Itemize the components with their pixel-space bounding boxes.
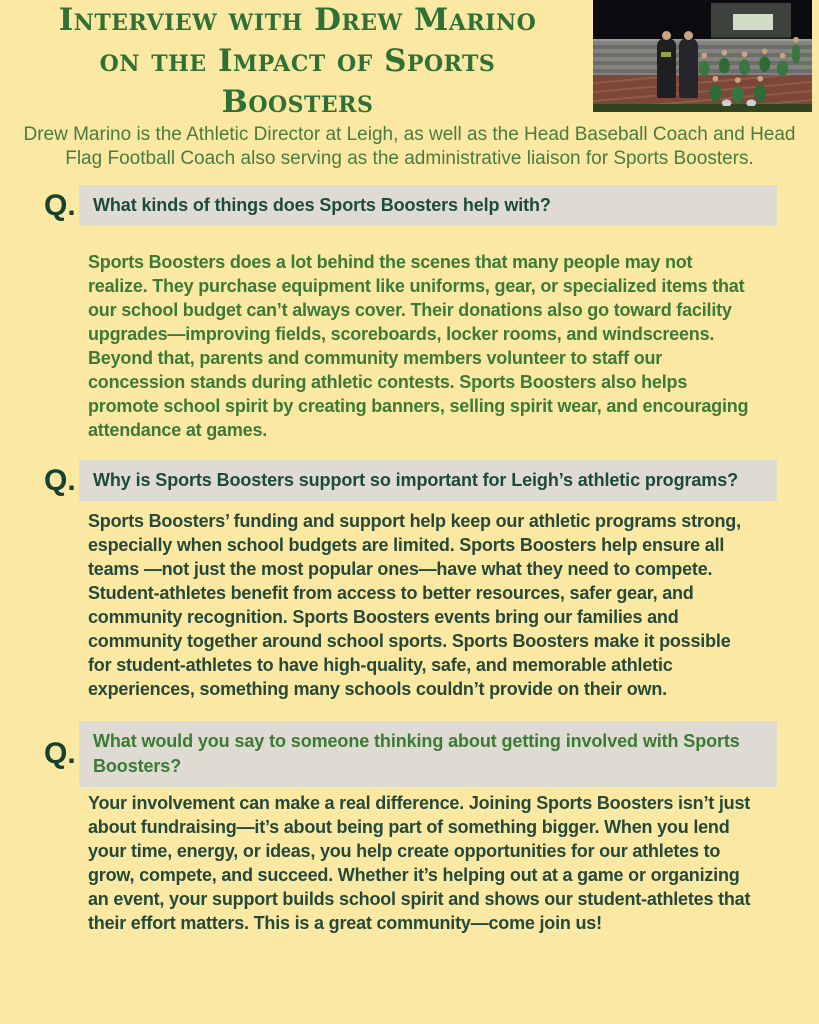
question-row	[44, 721, 777, 787]
page-title	[10, 0, 585, 123]
question-highlight-bar	[79, 460, 777, 501]
team-photo	[593, 0, 812, 112]
intro-line: Drew Marino is the Athletic Director at Leigh, as well as the Head Baseball Coach and Head	[23, 124, 796, 145]
qa-section-1	[0, 185, 819, 442]
intro-line: Flag Football Coach also serving as the administrative liaison for Sports Boosters.	[65, 148, 754, 169]
intro-text	[0, 123, 819, 171]
answer-text: Your involvement can make a real difference. Joining Sports Boosters isn’t just about fundraising—it’s about being part of something bigger. When you lend your time, energy, or ideas, you help create opportunities for our athletes to grow, compete, and succeed. Whether it’s helping out at a game or organizing an event, your support builds school spirit and shows our student-athletes that their effort matters. This is a great community—come join us!	[88, 793, 751, 933]
photo-coach-figure	[657, 38, 676, 98]
question-text: What would you say to someone thinking about getting involved with Sports Boosters?	[93, 731, 740, 776]
question-marker: Q.	[44, 188, 76, 222]
page-title-line: on the Impact of Sports	[99, 43, 496, 79]
photo-scoreboard-screen	[733, 14, 773, 30]
question-marker: Q.	[44, 463, 76, 497]
question-text: What kinds of things does Sports Boosters help with?	[93, 195, 551, 215]
question-row	[44, 185, 777, 226]
question-text: Why is Sports Boosters support so important for Leigh’s athletic programs?	[93, 470, 739, 490]
answer-text: Sports Boosters does a lot behind the scenes that many people may not realize. They purchase equipment like uniforms, gear, or specialized items that our school budget can’t always cover. Their donations also go toward facility upgrades—improving fields, scoreboards, locker rooms, and windscreens. Beyond that, parents and community members volunteer to staff our concession stands during athletic contests. Sports Boosters also helps promote school spirit by creating banners, selling spirit wear, and encouraging attendance at games.	[88, 252, 749, 440]
qa-list	[0, 185, 819, 953]
question-row	[44, 460, 777, 501]
qa-section-3	[0, 721, 819, 935]
question-highlight-bar	[79, 721, 777, 787]
qa-section-2	[0, 460, 819, 701]
question-highlight-bar	[79, 185, 777, 226]
page-title-line: Interview with Drew Marino	[58, 2, 537, 38]
photo-team-group	[693, 34, 805, 106]
answer-text: Sports Boosters’ funding and support help keep our athletic programs strong, especially when school budgets are limited. Sports Boosters help ensure all teams —not just the most popular ones—have what they need to compete. Student-athletes benefit from access to better resources, safer gear, and community recognition. Sports Boosters events bring our families and community together around school sports. Sports Boosters make it possible for student-athletes to have high-quality, safe, and memorable athletic experiences, something many schools couldn’t provide on their own.	[88, 511, 741, 699]
question-marker: Q.	[44, 737, 76, 770]
page-title-line: Boosters	[221, 84, 374, 120]
